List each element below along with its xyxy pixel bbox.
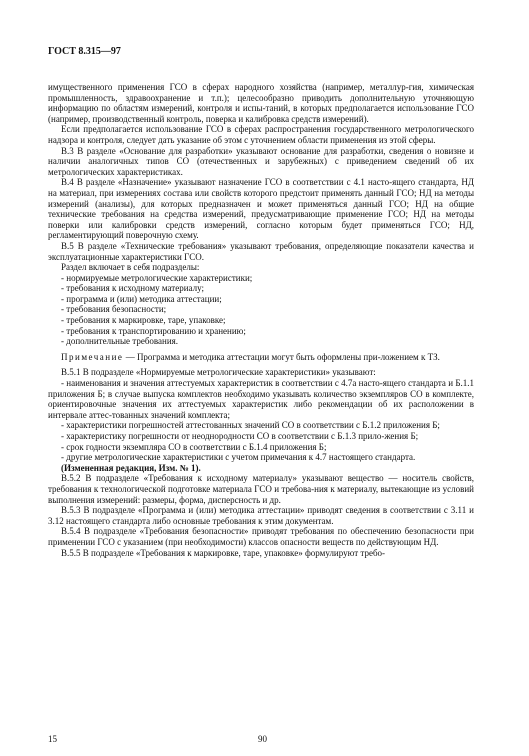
paragraph: В.5 В разделе «Технические требования» указывают требования, определяющие показатели качества и эксплуатационные характеристики ГСО. [48,240,474,262]
paragraph: В.4 В разделе «Назначение» указывают назначение ГСО в соответствии с 4.1 насто-ящего стандарта, НД на материал, при измерениях состава или свойств которого предстоит применять данный ГСО; НД на методы измерений (анализы), для которых предназначен и может применяться данный ГСО; НД на общие технические требования на средства измерений, предусматривающие применение ГСО; НД на методы поверки или калибровки средств измерений, согласно которым будет применяться ГСО; НД, регламентирующий поверочную схему. [48,177,474,241]
list-item: - другие метрологические характеристики с учетом примечания к 4.7 настоящего стандарта. [61,452,416,463]
paragraph: В.3 В разделе «Основание для разработки» указывают основание для разработки, сведения о новизне и наличии аналогичных типов СО (отечественных и зарубежных) с приведением сведений об их метрологических характеристиках. [48,145,474,177]
list-item: - программа и (или) методика аттестации; [61,293,222,304]
paragraph: В.5.4 В подразделе «Требования безопасности» приводят требования по обеспечению безопасности при применении ГСО с указанием (при необходимости) классов опасности веществ по действующим НД. [48,526,474,547]
note [48,352,474,363]
list-item: - дополнительные требования. [61,336,179,347]
paragraph: В.5.1 В подразделе «Нормируемые метрологические характеристики» указывают: [61,367,376,378]
page-number-left: 15 [48,734,57,744]
paragraph: имущественного применения ГСО в сферах народного хозяйства (например, металлур-гия, химическая промышленность, здравоохранение и т.п.); целесообразно приводить дополнительную уточняющую информацию по областям измерений, контроля и испы-таний, в которых предполагается использование ГСО (например, производственный контроль, поверка и калибровка средств измерений). [48,82,474,124]
list-item: - требования к маркировке, таре, упаковке; [61,315,226,326]
list-item: - требования безопасности; [61,304,167,315]
list-item: - наименования и значения аттестуемых характеристик в соответствии с 4.7а насто-ящего стандарта и Б.1.1 приложения Б; в случае выпуска комплектов необходимо указывать количество экземпляров СО в комплекте, ориентировочные значения их аттестуемых характеристик либо рекомендации об их расположении в интервале аттес-тованных значений комплекта; [48,378,474,420]
note-label: Примечание [61,351,124,362]
list-item: - требования к транспортированию и хранению; [61,325,246,336]
note-text: — Программа и методика аттестации могут быть оформлены при-ложением к ТЗ. [123,351,440,362]
list-item: - характеристику погрешности от неоднородности СО в соответствии с Б.1.3 прило-жения Б; [61,431,419,441]
page-number-center: 90 [258,734,267,744]
paragraph: В.5.2 В подразделе «Требования к исходному материалу» указывают вещество — носитель свойств, требования к технологической подготовке материала ГСО и требова-ния к материалу, вытекающие из условий выполнения измерений: размеры, форма, дисперсность и др. [48,473,474,505]
paragraph: В.5.5 В подразделе «Требования к маркировке, таре, упаковке» формулируют требо- [61,547,386,558]
paragraph: В.5.3 В подразделе «Программа и (или) методика аттестации» приводят сведения в соответствии с 3.11 и 3.12 настоящего стандарта либо основные требования к этим документам. [48,505,474,526]
amendment-note: (Измененная редакция, Изм. № 1). [61,462,201,473]
list-item: - характеристики погрешностей аттестованных значений СО в соответствии с Б.1.2 приложения Б; [61,420,440,431]
paragraph: Раздел включает в себя подразделы: [61,262,200,273]
document-header: ГОСТ 8.315—97 [48,46,121,57]
document-body [48,82,474,558]
paragraph: Если предполагается использование ГСО в сферах распространения государственного метрологического надзора и контроля, следует дать указание об этом с уточнением области применения из этой сферы. [48,124,474,145]
list-item: - требования к исходному материалу; [61,283,204,294]
list-item: - срок годности экземпляра СО в соответствии с Б.1.4 приложения Б; [61,441,327,452]
list-item: - нормируемые метрологические характеристики; [61,272,253,283]
